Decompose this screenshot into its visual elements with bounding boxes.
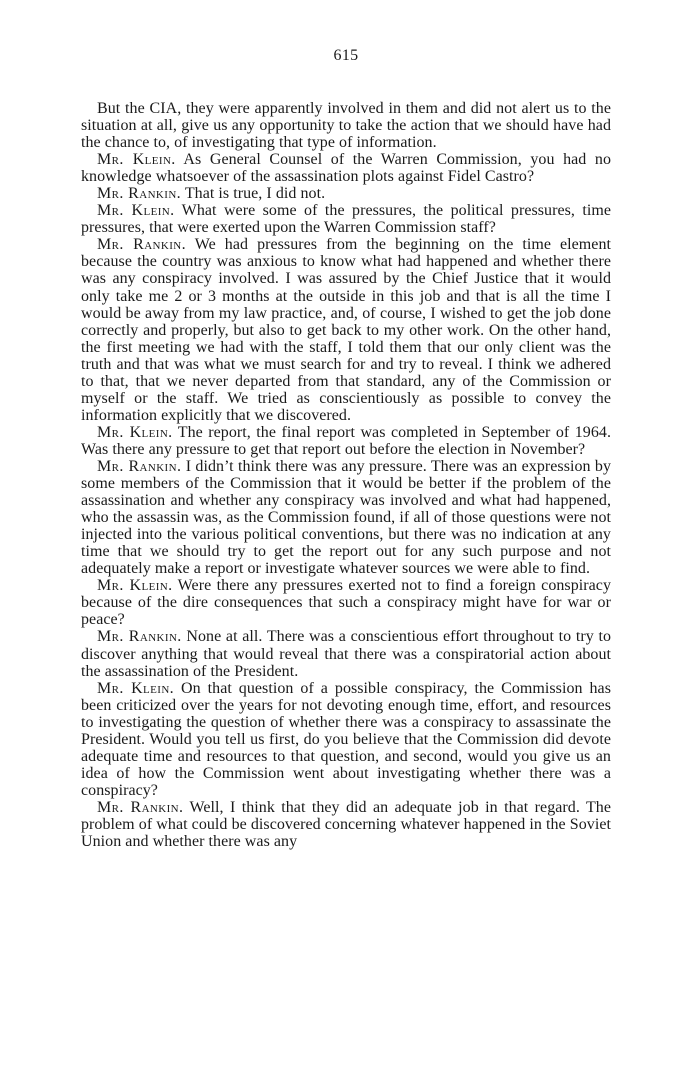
paragraph-text: Were there any pressures exerted not to find a foreign conspiracy because of the dire consequences that such a conspiracy might have for war or peace? — [81, 577, 611, 629]
speaker-label: Mr. Klein. — [97, 577, 173, 595]
paragraph — [81, 236, 611, 424]
speaker-label: Mr. Rankin. — [97, 185, 182, 203]
speaker-label: Mr. Klein. — [97, 202, 175, 220]
paragraph — [81, 100, 611, 151]
paragraph — [81, 202, 611, 236]
paragraph — [81, 680, 611, 799]
paragraph — [81, 185, 611, 202]
paragraph-text: None at all. There was a conscientious effort throughout to try to discover anything that would reveal that there was a conspiratorial action about the assassination of the President. — [81, 628, 611, 680]
speaker-label: Mr. Rankin. — [97, 798, 184, 816]
paragraph — [81, 151, 611, 185]
paragraph — [81, 577, 611, 628]
speaker-label: Mr. Rankin. — [97, 628, 182, 646]
speaker-label: Mr. Klein. — [97, 679, 175, 697]
paragraph — [81, 458, 611, 577]
speaker-label: Mr. Klein. — [97, 151, 176, 169]
page-number: 615 — [333, 47, 359, 64]
paragraph — [81, 799, 611, 850]
paragraph-text: Well, I think that they did an adequate job in that regard. The problem of what could be discovered concerning whatever happened in the Soviet Union and whether there was any — [81, 798, 611, 851]
paragraph-text: I didn’t think there was any pressure. There was an expression by some members of the Commission that it would be better if the problem of the assassination and whether any conspiracy was involved and what had happened, who the assassin was, as the Commission found, if all of those questions were not injected into the various political conventions, but there was no indication at any time that we should try to get the report out for any such purpose and not adequately make a report or investigate whatever sources we were able to find. — [81, 457, 612, 578]
speaker-label: Mr. Rankin. — [97, 236, 187, 254]
paragraph — [81, 424, 611, 458]
paragraph-text: That is true, I did not. — [181, 185, 326, 203]
paragraph-text: On that question of a possible conspiracy, the Commission has been criticized over the years for not devoting enough time, effort, and resources to investigating the question of whether there was a conspiracy to assassinate the President. Would you tell us first, do you believe that the Commission did devote adequate time and resources to that question, and second, would you give us an idea of how the Commission went about investigating whether there was a conspiracy? — [81, 679, 611, 799]
speaker-label: Mr. Klein. — [97, 423, 173, 441]
speaker-label: Mr. Rankin. — [97, 457, 182, 475]
transcript-body — [81, 100, 611, 850]
paragraph-text: But the CIA, they were apparently involved in them and did not alert us to the situation at all, give us any opportunity to take the action that we should have had the chance to, of investigating that type of information. — [81, 100, 611, 152]
document-page — [81, 46, 611, 850]
paragraph-text: We had pressures from the beginning on the time element because the country was anxious to know what had happened and whether there was any conspiracy involved. I was assured by the Chief Justice that it would only take me 2 or 3 months at the outside in this job and that is all the time I would be away from my law practice, and, of course, I wished to get the job done correctly and properly, but also to get back to my other work. On the other hand, the first meeting we had with the staff, I told them that our only client was the truth and that was what we must search for and try to reveal. I think we adhered to that, that we never departed from that standard, any of the Commission or myself or the staff. We tried as conscientiously as possible to convey the information explicitly that we discovered. — [81, 236, 612, 424]
paragraph-text: As General Counsel of the Warren Commission, you had no knowledge whatsoever of the assassination plots against Fidel Castro? — [81, 151, 611, 186]
paragraph-text: The report, the final report was completed in September of 1964. Was there any pressure to get that report out before the election in November? — [81, 423, 612, 458]
paragraph — [81, 628, 611, 679]
paragraph-text: What were some of the pressures, the political pressures, time pressures, that were exerted upon the Warren Commission staff? — [81, 202, 611, 237]
